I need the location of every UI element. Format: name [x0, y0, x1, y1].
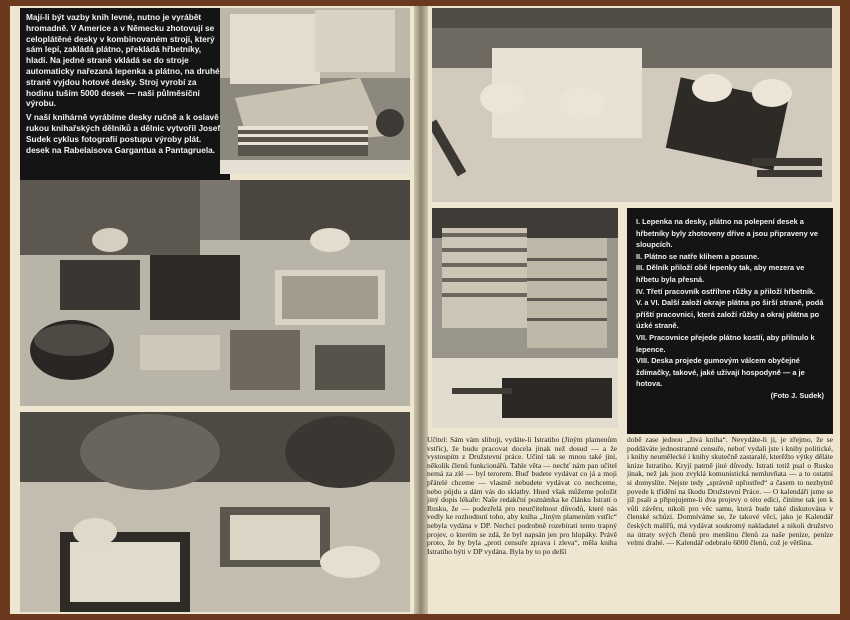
caption-step: VII. Pracovnice přejede plátno kostíí, aby přilnulo k lepence. [636, 332, 815, 354]
caption-text-box [627, 208, 833, 434]
article-text: době zase jednou „živá kniha“. Nevydáte-li ji, je zřejmo, že se poddáváte jednostranné censuře, neboť vydali jste i knihy politické, i knihy neumělecké i knihy skutečně zastaralé, kterěžto výtky děláte knize Istratiho. Kryjí patrně jiné důvody. Istrati totiž psal o Rusku jinak, než jak jsou zvyklá komunistická nemluvňata — a to ostatní si domyslíte. Nejste tedy „správně upřostřed“ a časem to nezbytně povede k třídění na škodu Družstevní Práce. — O kalendáři jsme se již psali a připojujeme-li dva projevy o této edici, činíme tak jen k vůli závěru, nikoli pro věc samu, která bude také diskutována v členské schůzi. Domníváme se, že takové věci, jako je Kalendář českých malířů, má vydávat soukromý nakladatel a nikoli družstvo na útraty svých členů pro menšinu členů za naše peníze, peníze velmi drahé. — Kalendář odebralo 6000 členů, což je většina. [627, 436, 833, 548]
caption-step: I. Lepenka na desky, plátno na polepení desek a hřbetníky byly zhotoveny dříve a jsou připraveny ve sloupcích. [636, 217, 818, 250]
photo-trimming-corners [432, 8, 832, 202]
caption-step: V. a VI. Další založí okraje plátna po širší straně, podá příští pracovnici, která založí růžky a okraj plátna po úzké straně. [636, 298, 824, 331]
book-gutter [414, 6, 428, 614]
caption-step: II. Plátno se natře klihem a posune. [636, 251, 760, 261]
photo-credit: (Foto J. Sudek) [770, 390, 824, 400]
photo-cover-stacks [432, 208, 618, 428]
caption-step: IV. Třetí pracovník ostříhne růžky a přiloží hřbetník. [636, 286, 816, 296]
photo-stacks [220, 8, 410, 174]
caption-step: III. Dělník přiloží obě lepenky tak, aby mezera ve hřbetu byla přesná. [636, 263, 805, 284]
caption-step: VIII. Deska projede gumovým válcem obyčejné ždímačky, takové, jaké užívají hospodyně — a je hotova. [636, 356, 805, 389]
intro-paragraph: Mají-li být vazby knih levné, nutno je vyrábět hromadně. V Americe a v Německu zhotovují se celoplátěné desky v kombinovaném stroji, který sám lepí, zakládá plátno, překládá hřbetníky, hladí. Na jedné straně vkládá se do stroje automaticky nařezaná lepenka a plátno, na druhé straně vyjdou hotové desky. Stroj vyrobí za hodinu tuším 5000 desek — naši půlměsíční výrobu. [26, 12, 220, 109]
article-column-middle [427, 436, 617, 612]
article-text: Učitel: Sám vám slibuji, vydáte-li Istratiho (Jiným plamenům vstříc), že budu pracovat docela jinak než dosud — a že vystoupím z Družstevní práce. Učiní tak se mnou také jiní, několik členů funkcionářů. Tahle věta — nechť nám pan učitel nemá za zlé — byl terorem. Buď budete vydávat co já a moji přátelé chceme — vlastně nebudete vydávat co nechceme, nebo půjdu a dám vás do sklatby. Hned však můžeme položit jiný dopis lékaře: Naše redakční poznámka ke článku Istrati o Rusku, že — podezřelá pro neurčitelnost důvodů, které nás vedly ke rozhodnutí toho, aby kniha „Jiným plamenům vstříc“ nebyla vydána v DP. Nechci podrobně rozebírati tento trapný projev, o kterém se zdá, že byl napsán jen pro hlupáky. Právě proto, že by byla „proti censuře zprava i zleva“, měla kniha Istratiho býti v DP vydána. Byla by to po delší [427, 436, 617, 556]
intro-paragraph: V naší knihárně vyrábíme desky ručně a k oslavě rukou knihařských dělníků a dělnic vytvořil Josef Sudek cyklus fotografií postupu výroby plát. desek na Rabelaisova Gargantua a Pantagruela. [26, 112, 221, 155]
intro-text-box [20, 8, 230, 182]
photo-spreading-cloth [20, 180, 410, 406]
article-column-right [627, 436, 833, 612]
photo-placing-boards [20, 412, 410, 612]
